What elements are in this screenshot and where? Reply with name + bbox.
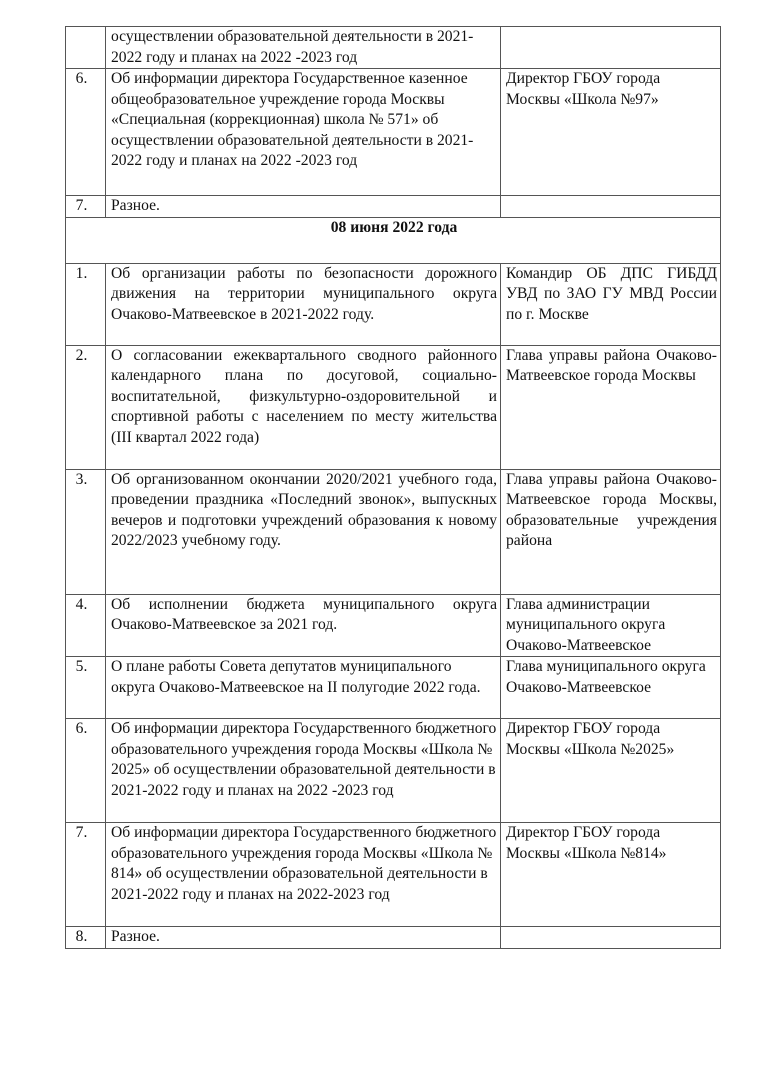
table-row <box>66 196 721 218</box>
row-responsible: Глава управы района Очаково-Матвеевское города Москвы <box>501 345 721 469</box>
table-row <box>66 469 721 594</box>
row-number: 2. <box>66 345 106 469</box>
row-topic: Об информации директора Государственного бюджетного образовательного учреждения города Москвы «Школа № 2025» об осуществлении образовательной деятельности в 2021-2022 году и планах на 2022 -2023 год <box>106 719 501 823</box>
row-topic: Разное. <box>106 927 501 949</box>
row-number: 7. <box>66 196 106 218</box>
table-row <box>66 27 721 69</box>
row-number <box>66 27 106 69</box>
table-row <box>66 594 721 657</box>
section-date: 08 июня 2022 года <box>66 217 721 263</box>
table-row <box>66 657 721 719</box>
row-responsible <box>501 27 721 69</box>
agenda-table <box>65 26 721 949</box>
row-responsible: Глава управы района Очаково-Матвеевское города Москвы, образовательные учреждения района <box>501 469 721 594</box>
row-number: 4. <box>66 594 106 657</box>
table-row <box>66 823 721 927</box>
row-responsible: Директор ГБОУ города Москвы «Школа №2025» <box>501 719 721 823</box>
row-topic: О плане работы Совета депутатов муниципального округа Очаково-Матвеевское на II полугодие 2022 года. <box>106 657 501 719</box>
row-number: 8. <box>66 927 106 949</box>
row-responsible <box>501 927 721 949</box>
row-number: 7. <box>66 823 106 927</box>
row-responsible: Командир ОБ ДПС ГИБДД УВД по ЗАО ГУ МВД России по г. Москве <box>501 263 721 345</box>
row-topic: Об информации директора Государственного бюджетного образовательного учреждения города Москвы «Школа № 814» об осуществлении образовательной деятельности в 2021-2022 году и планах на 2022-2023 год <box>106 823 501 927</box>
row-responsible: Директор ГБОУ города Москвы «Школа №97» <box>501 69 721 196</box>
table-row <box>66 345 721 469</box>
row-responsible: Директор ГБОУ города Москвы «Школа №814» <box>501 823 721 927</box>
row-topic: Об информации директора Государственное казенное общеобразовательное учреждение города Москвы «Специальная (коррекционная) школа № 571» об осуществлении образовательной деятельности в 2021-2022 году и планах на 2022 -2023 год <box>106 69 501 196</box>
row-topic: Об организованном окончании 2020/2021 учебного года, проведении праздника «Последний звонок», выпускных вечеров и подготовки учреждений образования к новому 2022/2023 учебному году. <box>106 469 501 594</box>
section-heading-row <box>66 217 721 263</box>
row-topic: Разное. <box>106 196 501 218</box>
row-number: 1. <box>66 263 106 345</box>
row-responsible <box>501 196 721 218</box>
row-responsible: Глава администрации муниципального округа Очаково-Матвеевское <box>501 594 721 657</box>
table-row <box>66 719 721 823</box>
row-number: 6. <box>66 719 106 823</box>
row-topic: Об организации работы по безопасности дорожного движения на территории муниципального округа Очаково-Матвеевское в 2021-2022 году. <box>106 263 501 345</box>
row-number: 5. <box>66 657 106 719</box>
table-row <box>66 927 721 949</box>
row-number: 3. <box>66 469 106 594</box>
row-responsible: Глава муниципального округа Очаково-Матвеевское <box>501 657 721 719</box>
table-row <box>66 263 721 345</box>
row-topic: О согласовании ежеквартального сводного районного календарного плана по досуговой, социально-воспитательной, физкультурно-оздоровительной и спортивной работы с населением по месту жительства (III квартал 2022 года) <box>106 345 501 469</box>
row-topic: Об исполнении бюджета муниципального округа Очаково-Матвеевское за 2021 год. <box>106 594 501 657</box>
row-number: 6. <box>66 69 106 196</box>
row-topic: осуществлении образовательной деятельности в 2021-2022 году и планах на 2022 -2023 год <box>106 27 501 69</box>
table-row <box>66 69 721 196</box>
